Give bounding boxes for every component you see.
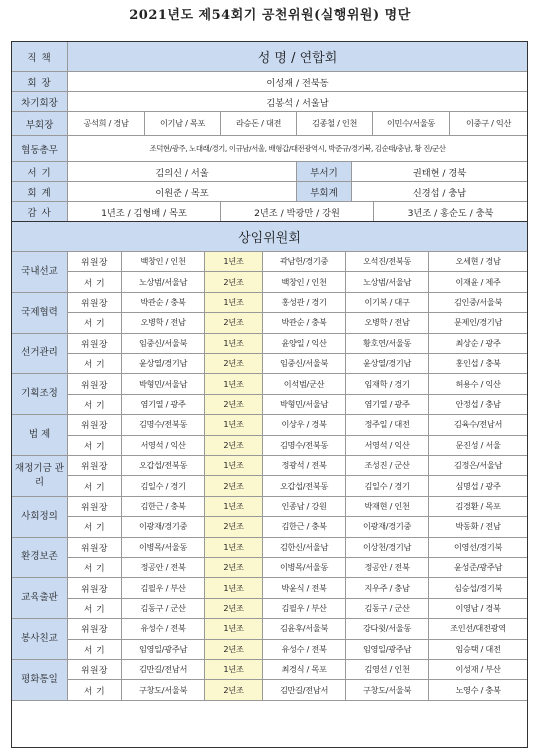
table-header-row	[12, 42, 527, 72]
committee-role: 서 기	[68, 680, 122, 699]
term-member: 유성수 / 전북	[263, 640, 346, 659]
committee-row	[68, 456, 527, 476]
committee-name: 교육출판	[12, 578, 68, 619]
term-group: 1년조	[205, 578, 263, 597]
committee-name: 선거관리	[12, 334, 68, 375]
term-group: 1년조	[205, 497, 263, 516]
committee-row	[68, 415, 527, 435]
committee-role: 서 기	[68, 436, 122, 455]
auditor-cell: 2년조 / 박광만 / 강원	[221, 202, 374, 221]
term-group: 1년조	[205, 252, 263, 271]
committee-row	[68, 599, 527, 619]
term-member: 이기복 / 대구	[346, 293, 429, 312]
assistant-treasurer-label: 부회계	[297, 182, 352, 201]
committee-role: 위원장	[68, 538, 122, 557]
committee-name: 기획조정	[12, 374, 68, 415]
committee-name: 국제협력	[12, 293, 68, 334]
term-group: 2년조	[205, 680, 263, 699]
term-member: 임영일/광주남	[346, 640, 429, 659]
term-member: 이광재/경기중	[346, 517, 429, 536]
auditor-cell: 1년조 / 김형배 / 목포	[68, 202, 221, 221]
term-member: 김한근 / 충북	[263, 517, 346, 536]
committee-row	[68, 272, 527, 292]
term-member: 김명수/전북동	[263, 436, 346, 455]
term-group: 1년조	[205, 374, 263, 393]
committee-chair-secretary: 임중신/서울북	[122, 334, 205, 353]
term-member: 안정섭 / 충남	[455, 398, 501, 409]
committee-chair-secretary: 김만길/전남서	[122, 660, 205, 679]
term-member: 박동화 / 전남	[455, 521, 501, 532]
auditor-row	[12, 202, 527, 222]
term-member: 염기열 / 광주	[346, 395, 429, 414]
term-member: 홍성관 / 경기	[263, 293, 346, 312]
role-column-header: 직 책	[12, 42, 68, 71]
vice-president-cell: 이기남 / 목포	[145, 112, 221, 135]
term-group: 1년조	[205, 415, 263, 434]
term-group: 1년조	[205, 334, 263, 353]
term-group: 1년조	[205, 293, 263, 312]
president-row	[12, 72, 527, 92]
committee-chair-secretary: 유성수 / 전북	[122, 619, 205, 638]
committee-role: 위원장	[68, 293, 122, 312]
term-member: 김인중/서울북	[453, 296, 503, 307]
member-table	[11, 41, 528, 748]
term-member: 박윤식 / 전북	[263, 578, 346, 597]
committee-role: 위원장	[68, 578, 122, 597]
committee-chair-secretary: 이병목/서울동	[122, 538, 205, 557]
treasurer-label: 회 계	[12, 182, 68, 201]
term-member: 오석진/전북동	[346, 252, 429, 271]
committee-chair-secretary: 오갑섭/전북동	[122, 456, 205, 475]
committee-chair-secretary: 윤상열/경기남	[122, 354, 205, 373]
term-member: 오병학 / 전남	[346, 313, 429, 332]
term-member: 최상순 / 광주	[455, 337, 501, 348]
term-member: 김일수 / 경기	[346, 476, 429, 495]
committee-row	[68, 497, 527, 517]
committee-row	[68, 293, 527, 313]
advisors-list: 조덕현/광주, 노대래/경기, 이규남/서울, 배형갑/대전광역시, 박준규/경기북, 김순태/충남, 황 진/군산	[149, 144, 446, 153]
assistant-secretary-label: 부서기	[297, 162, 352, 181]
term-member: 이상천/경기남	[346, 538, 429, 557]
term-member: 이영선/경기북	[453, 541, 503, 552]
committee-row	[68, 619, 527, 639]
committee-row	[68, 578, 527, 598]
term-member: 문제인/경기남	[453, 317, 503, 328]
committee-chair-secretary: 오병학 / 전남	[122, 313, 205, 332]
term-group: 1년조	[205, 619, 263, 638]
committee-role: 서 기	[68, 313, 122, 332]
committee-chair-secretary: 김동구 / 군산	[122, 599, 205, 618]
term-member: 인종남 / 강원	[263, 497, 346, 516]
vice-president-cell: 라승돈 / 대전	[221, 112, 297, 135]
term-member: 오갑섭/전북동	[263, 476, 346, 495]
committee-chair-secretary: 김일수 / 경기	[122, 476, 205, 495]
committee-name: 사회정의	[12, 497, 68, 538]
committee-role: 서 기	[68, 599, 122, 618]
term-member: 조인선/대전광역	[450, 623, 506, 634]
treasurer-name: 이원준 / 목포	[68, 182, 297, 201]
assistant-treasurer-name: 신경섭 / 충남	[412, 187, 467, 199]
secretary-row	[12, 162, 527, 182]
term-member: 심명섭 / 광주	[455, 480, 501, 491]
committee-row	[68, 476, 527, 496]
committee-role: 서 기	[68, 395, 122, 414]
committee-chair-secretary: 백창인 / 인천	[122, 252, 205, 271]
committee-row	[68, 436, 527, 456]
auditor-label: 감 사	[12, 202, 68, 221]
term-member: 김정은/서울남	[453, 460, 503, 471]
committee-role: 서 기	[68, 476, 122, 495]
committee-row	[68, 252, 527, 272]
committee-chair-secretary: 박관순 / 충북	[122, 293, 205, 312]
committee-name: 재정기금 관 리	[12, 456, 68, 497]
term-member: 노영수 / 충북	[455, 684, 501, 695]
term-group: 2년조	[205, 476, 263, 495]
term-member: 윤양일 / 익산	[263, 334, 346, 353]
committee-role: 서 기	[68, 558, 122, 577]
term-group: 1년조	[205, 660, 263, 679]
committee-role: 서 기	[68, 354, 122, 373]
committee-chair-secretary: 정공안 / 전북	[122, 558, 205, 577]
committee-row	[68, 354, 527, 374]
term-member: 노상범/서울남	[346, 272, 429, 291]
committee-chair-secretary: 염기열 / 광주	[122, 395, 205, 414]
president-name: 이성재 / 전북동	[266, 77, 329, 89]
term-member: 박형민/서울남	[263, 395, 346, 414]
committee-row	[68, 538, 527, 558]
committee-name: 환경보존	[12, 538, 68, 579]
committee-name: 봉사친교	[12, 619, 68, 660]
committee-row	[68, 374, 527, 394]
term-member: 지우주 / 충남	[346, 578, 429, 597]
term-member: 정광석 / 전북	[263, 456, 346, 475]
term-group: 2년조	[205, 640, 263, 659]
term-member: 김경환 / 목포	[455, 500, 501, 511]
treasurer-row	[12, 182, 527, 202]
term-member: 김한신/서울남	[263, 538, 346, 557]
term-member: 최경식 / 목포	[263, 660, 346, 679]
term-member: 임승택 / 대전	[455, 643, 501, 654]
assistant-secretary-name: 권태현 / 경북	[412, 167, 467, 179]
term-member: 임중신/서울북	[263, 354, 346, 373]
term-member: 문진성 / 서울	[455, 439, 501, 450]
term-group: 2년조	[205, 272, 263, 291]
committee-name: 평화통일	[12, 660, 68, 701]
committee-row	[68, 517, 527, 537]
committee-role: 위원장	[68, 252, 122, 271]
committee-chair-secretary: 박형민/서울남	[122, 374, 205, 393]
term-member: 정공안 / 전북	[346, 558, 429, 577]
vice-president-cell: 공석희 / 경남	[68, 112, 145, 135]
term-member: 김동구 / 군산	[346, 599, 429, 618]
term-member: 김영선 / 인천	[346, 660, 429, 679]
standing-committee-title: 상임위원회	[12, 222, 527, 251]
committee-row	[68, 334, 527, 354]
term-member: 김필우 / 부산	[263, 599, 346, 618]
advisors-label: 협동총무	[12, 136, 68, 161]
term-member: 이병목/서울동	[263, 558, 346, 577]
committee-role: 위원장	[68, 660, 122, 679]
name-column-header: 성 명 / 연합회	[68, 42, 527, 71]
term-member: 김육수/전남서	[453, 419, 503, 430]
advisors-row	[12, 136, 527, 162]
committee-chair-secretary: 김한근 / 충북	[122, 497, 205, 516]
term-member: 박관순 / 충북	[263, 313, 346, 332]
committee-role: 서 기	[68, 640, 122, 659]
committee-chair-secretary: 김필우 / 부산	[122, 578, 205, 597]
committee-row	[68, 395, 527, 415]
vice-president-cell: 김종철 / 인천	[297, 112, 373, 135]
next-president-row	[12, 92, 527, 112]
term-member: 윤상열/경기남	[346, 354, 429, 373]
committee-role: 위원장	[68, 497, 122, 516]
term-member: 서영석 / 익산	[346, 436, 429, 455]
committee-row	[68, 313, 527, 333]
term-member: 오세현 / 경남	[455, 256, 501, 267]
term-group: 1년조	[205, 456, 263, 475]
committee-chair-secretary: 구창도/서울북	[122, 680, 205, 699]
term-member: 이재윤 / 제주	[455, 276, 501, 287]
term-member: 구창도/서울북	[346, 680, 429, 699]
term-member: 윤성준/광주남	[453, 562, 503, 573]
term-member: 심승섭/경기북	[453, 582, 503, 593]
term-group: 2년조	[205, 395, 263, 414]
secretary-label: 서 기	[12, 162, 68, 181]
term-member: 정주일 / 대전	[346, 415, 429, 434]
committee-role: 서 기	[68, 272, 122, 291]
term-group: 1년조	[205, 538, 263, 557]
committee-chair-secretary: 김명수/전북동	[122, 415, 205, 434]
term-member: 황호연/서울동	[346, 334, 429, 353]
secretary-name: 김의신 / 서울	[68, 162, 297, 181]
term-member: 조성진 / 군산	[346, 456, 429, 475]
auditor-cell: 3년조 / 홍순도 / 충북	[407, 207, 494, 219]
committee-chair-secretary: 노상범/서울남	[122, 272, 205, 291]
term-member: 곽남헌/경기중	[263, 252, 346, 271]
term-group: 2년조	[205, 354, 263, 373]
term-group: 2년조	[205, 436, 263, 455]
term-member: 임재학 / 경기	[346, 374, 429, 393]
vice-president-label: 부회장	[12, 112, 68, 135]
vice-president-cell: 이중구 / 익산	[465, 118, 512, 128]
term-member: 이석범/군산	[263, 374, 346, 393]
committee-role: 위원장	[68, 374, 122, 393]
committee-role: 위원장	[68, 334, 122, 353]
vice-president-row	[12, 112, 527, 136]
term-group: 2년조	[205, 517, 263, 536]
term-member: 이성재 / 부산	[455, 664, 501, 675]
committee-row	[68, 660, 527, 680]
president-label: 회 장	[12, 72, 68, 91]
term-member: 홍인섭 / 충북	[455, 358, 501, 369]
committee-chair-secretary: 이광재/경기중	[122, 517, 205, 536]
committee-row	[68, 680, 527, 700]
committee-name: 법 제	[12, 415, 68, 456]
committee-row	[68, 640, 527, 660]
committee-role: 서 기	[68, 517, 122, 536]
next-president-label: 차기회장	[12, 92, 68, 111]
committee-row	[68, 558, 527, 578]
term-member: 박재현 / 인천	[346, 497, 429, 516]
document-title: 2021년도 제54회기 공천위원(실행위원) 명단	[129, 8, 411, 23]
term-member: 강다윗/서울동	[346, 619, 429, 638]
vice-president-cell: 이민수/서울동	[373, 112, 450, 135]
committee-role: 위원장	[68, 415, 122, 434]
committee-role: 위원장	[68, 619, 122, 638]
term-member: 김만길/전남서	[263, 680, 346, 699]
term-member: 이영남 / 경북	[455, 602, 501, 613]
next-president-name: 김봉석 / 서울남	[266, 97, 329, 109]
term-group: 2년조	[205, 313, 263, 332]
committee-chair-secretary: 서영석 / 익산	[122, 436, 205, 455]
standing-committee-header	[12, 222, 527, 252]
term-member: 이상우 / 경북	[263, 415, 346, 434]
term-group: 2년조	[205, 558, 263, 577]
term-member: 김윤후/서울북	[263, 619, 346, 638]
term-member: 허용수 / 익산	[455, 378, 501, 389]
committee-role: 위원장	[68, 456, 122, 475]
term-member: 백창인 / 인천	[263, 272, 346, 291]
committee-name: 국내선교	[12, 252, 68, 293]
committee-chair-secretary: 임영일/광주남	[122, 640, 205, 659]
term-group: 2년조	[205, 599, 263, 618]
